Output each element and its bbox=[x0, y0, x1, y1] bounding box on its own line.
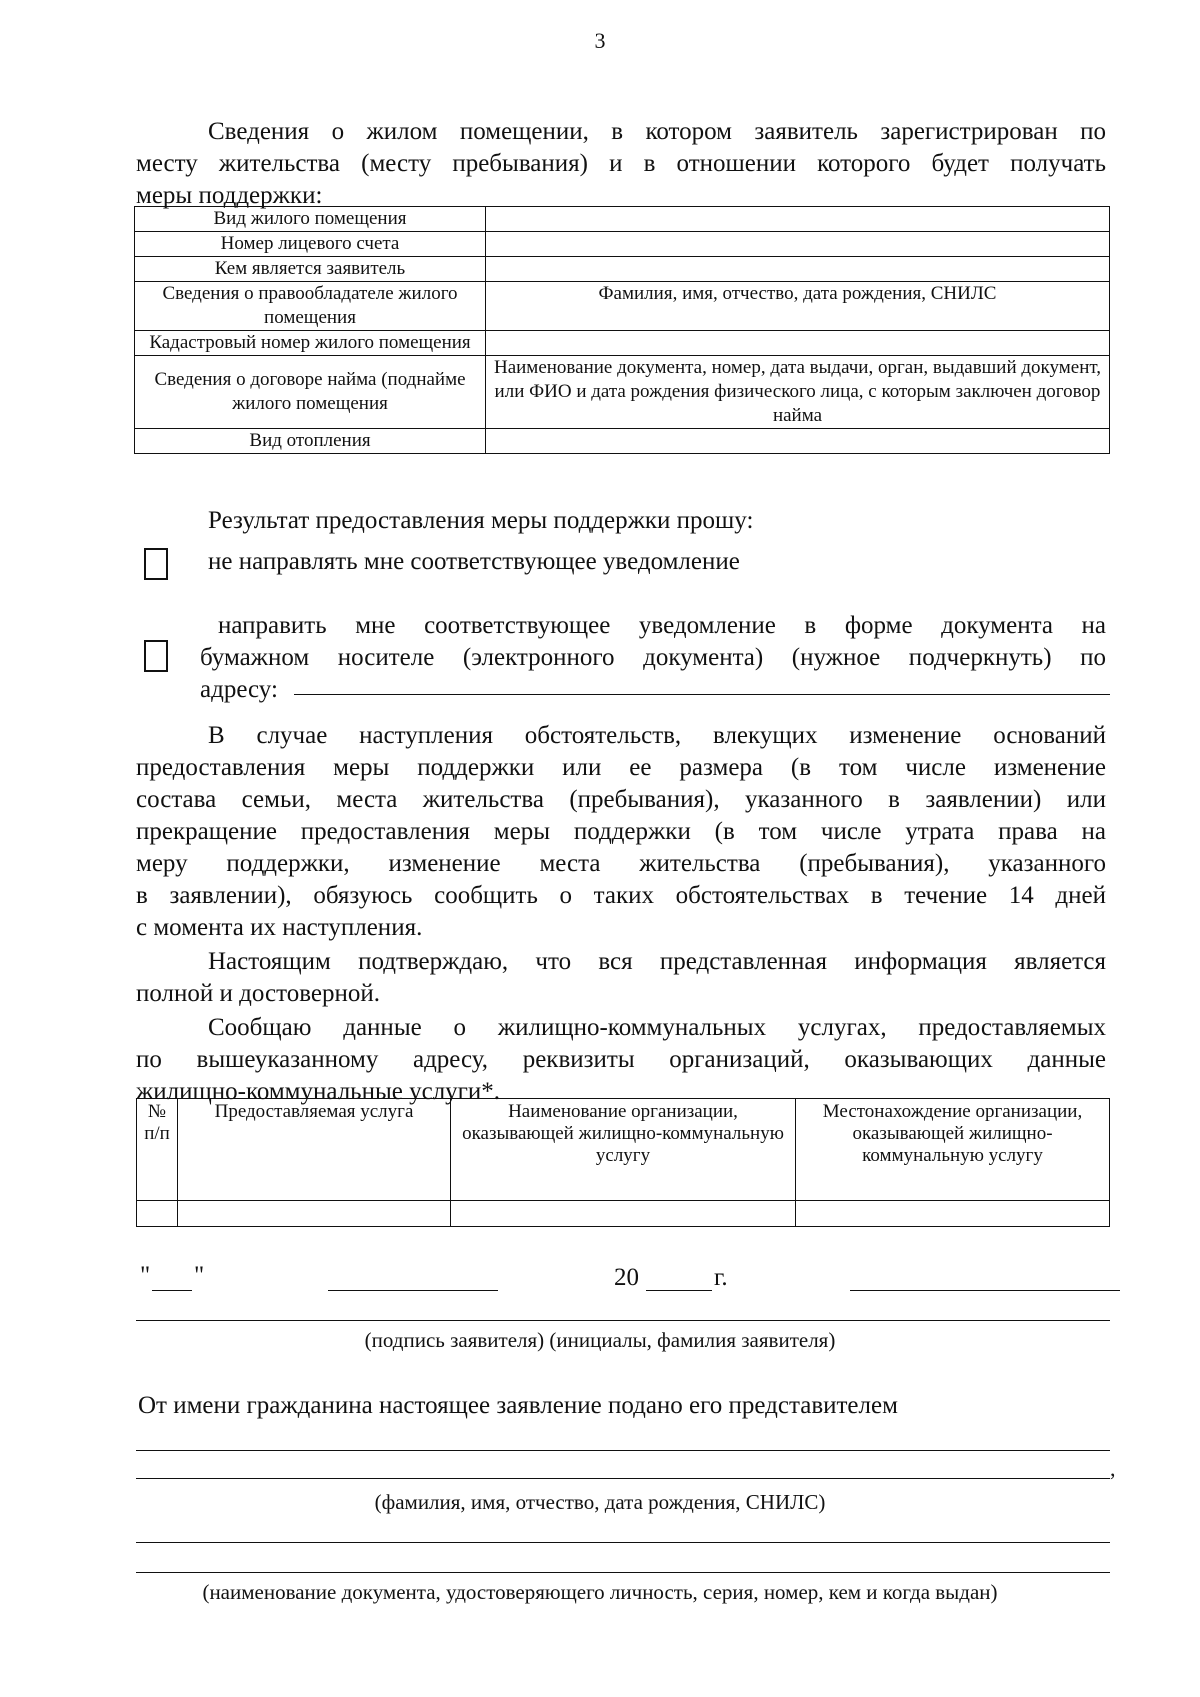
date-quote-close: " bbox=[194, 1262, 205, 1289]
option-2-line: адресу: bbox=[200, 676, 278, 703]
column-header: Наименование организации, оказывающей жилищно-коммунальную услугу bbox=[451, 1099, 796, 1201]
page-number: 3 bbox=[594, 28, 606, 53]
option-1-label: не направлять мне соответствующее уведомление bbox=[208, 548, 740, 575]
paragraph-line: в заявлении), обязуюсь сообщить о таких обстоятельствах в течение 14 дней bbox=[136, 882, 1106, 909]
paragraph-line: жилищно-коммунальные услуги*. bbox=[136, 1078, 501, 1105]
dwelling-intro-line: Сведения о жилом помещении, в котором заявитель зарегистрирован по bbox=[208, 118, 1106, 145]
table-row bbox=[135, 331, 1110, 356]
option-1-checkbox[interactable] bbox=[144, 548, 168, 580]
services-table bbox=[136, 1098, 1110, 1227]
paragraph-line: полной и достоверной. bbox=[136, 980, 380, 1007]
year-suffix: г. bbox=[714, 1264, 728, 1291]
year-prefix: 20 bbox=[614, 1264, 639, 1291]
row-label: Сведения о правообладателе жилого помещения bbox=[135, 282, 486, 331]
row-label: Номер лицевого счета bbox=[135, 232, 486, 257]
paragraph-line: по вышеуказанному адресу, реквизиты организаций, оказывающих данные bbox=[136, 1046, 1106, 1073]
table-cell[interactable] bbox=[137, 1201, 178, 1227]
dwelling-intro-line: меры поддержки: bbox=[136, 182, 323, 209]
dwelling-table bbox=[134, 206, 1110, 454]
table-cell[interactable] bbox=[796, 1201, 1110, 1227]
confirm-paragraph bbox=[136, 946, 1106, 1010]
representative-line-1[interactable] bbox=[136, 1450, 1110, 1451]
table-cell[interactable] bbox=[451, 1201, 796, 1227]
row-value[interactable] bbox=[486, 207, 1110, 232]
year-field[interactable] bbox=[646, 1290, 712, 1291]
representative-caption-1: (фамилия, имя, отчество, дата рождения, СНИЛС) bbox=[374, 1490, 826, 1514]
identity-line-1[interactable] bbox=[136, 1542, 1110, 1543]
month-field[interactable] bbox=[328, 1290, 498, 1291]
paragraph-line: Сообщаю данные о жилищно-коммунальных услугах, предоставляемых bbox=[208, 1014, 1106, 1041]
table-cell[interactable] bbox=[178, 1201, 451, 1227]
row-value[interactable] bbox=[486, 257, 1110, 282]
paragraph-line: В случае наступления обстоятельств, влекущих изменение оснований bbox=[208, 722, 1106, 749]
circumstances-paragraph bbox=[136, 720, 1106, 944]
column-header: Местонахождение организации, оказывающей жилищно-коммунальную услугу bbox=[796, 1099, 1110, 1201]
address-field[interactable] bbox=[294, 694, 1110, 695]
row-label: Кадастровый номер жилого помещения bbox=[135, 331, 486, 356]
result-heading: Результат предоставления меры поддержки прошу: bbox=[208, 507, 754, 534]
row-label: Кем является заявитель bbox=[135, 257, 486, 282]
option-2-line: направить мне соответствующее уведомление в форме документа на bbox=[218, 612, 1106, 639]
row-value[interactable] bbox=[486, 232, 1110, 257]
dwelling-intro bbox=[136, 116, 1106, 212]
utilities-paragraph bbox=[136, 1012, 1106, 1108]
dwelling-intro-line: месту жительства (месту пребывания) и в отношении которого будет получать bbox=[136, 150, 1106, 177]
signature-field[interactable] bbox=[850, 1290, 1120, 1291]
table-row bbox=[135, 207, 1110, 232]
row-value[interactable] bbox=[486, 429, 1110, 454]
representative-line-2[interactable] bbox=[136, 1478, 1110, 1479]
paragraph-line: меру поддержки, изменение места жительства (пребывания), указанного bbox=[136, 850, 1106, 877]
table-row bbox=[137, 1201, 1110, 1227]
trailing-comma: , bbox=[1110, 1456, 1116, 1481]
table-row bbox=[135, 356, 1110, 429]
row-value[interactable]: Наименование документа, номер, дата выдачи, орган, выдавший документ, или ФИО и дата рождения физического лица, с которым заключен договор найма bbox=[486, 356, 1110, 429]
table-row bbox=[135, 429, 1110, 454]
table-row bbox=[135, 282, 1110, 331]
row-label: Сведения о договоре найма (поднайме жилого помещения bbox=[135, 356, 486, 429]
signature-caption: (подпись заявителя) (инициалы, фамилия заявителя) bbox=[364, 1328, 836, 1352]
column-header: № п/п bbox=[137, 1099, 178, 1201]
paragraph-line: состава семьи, места жительства (пребывания), указанного в заявлении) или bbox=[136, 786, 1106, 813]
table-row bbox=[135, 232, 1110, 257]
date-quote-open: " bbox=[140, 1262, 151, 1289]
row-value[interactable] bbox=[486, 331, 1110, 356]
identity-line-2[interactable] bbox=[136, 1572, 1110, 1573]
representative-heading: От имени гражданина настоящее заявление подано его представителем bbox=[138, 1392, 898, 1419]
paragraph-line: Настоящим подтверждаю, что вся представленная информация является bbox=[208, 948, 1106, 975]
paragraph-line: прекращение предоставления меры поддержки (в том числе утрата права на bbox=[136, 818, 1106, 845]
row-label: Вид отопления bbox=[135, 429, 486, 454]
signature-line[interactable] bbox=[136, 1320, 1110, 1321]
option-2-checkbox[interactable] bbox=[144, 640, 168, 672]
row-value[interactable]: Фамилия, имя, отчество, дата рождения, СНИЛС bbox=[486, 282, 1110, 331]
day-field[interactable] bbox=[152, 1290, 192, 1291]
row-label: Вид жилого помещения bbox=[135, 207, 486, 232]
option-2-line: бумажном носителе (электронного документа) (нужное подчеркнуть) по bbox=[200, 644, 1106, 671]
table-row bbox=[135, 257, 1110, 282]
table-header-row bbox=[137, 1099, 1110, 1201]
paragraph-line: с момента их наступления. bbox=[136, 914, 423, 941]
column-header: Предоставляемая услуга bbox=[178, 1099, 451, 1201]
representative-caption-2: (наименование документа, удостоверяющего личность, серия, номер, кем и когда выдан) bbox=[202, 1580, 998, 1604]
option-2-label bbox=[200, 610, 1106, 706]
paragraph-line: предоставления меры поддержки или ее размера (в том числе изменение bbox=[136, 754, 1106, 781]
